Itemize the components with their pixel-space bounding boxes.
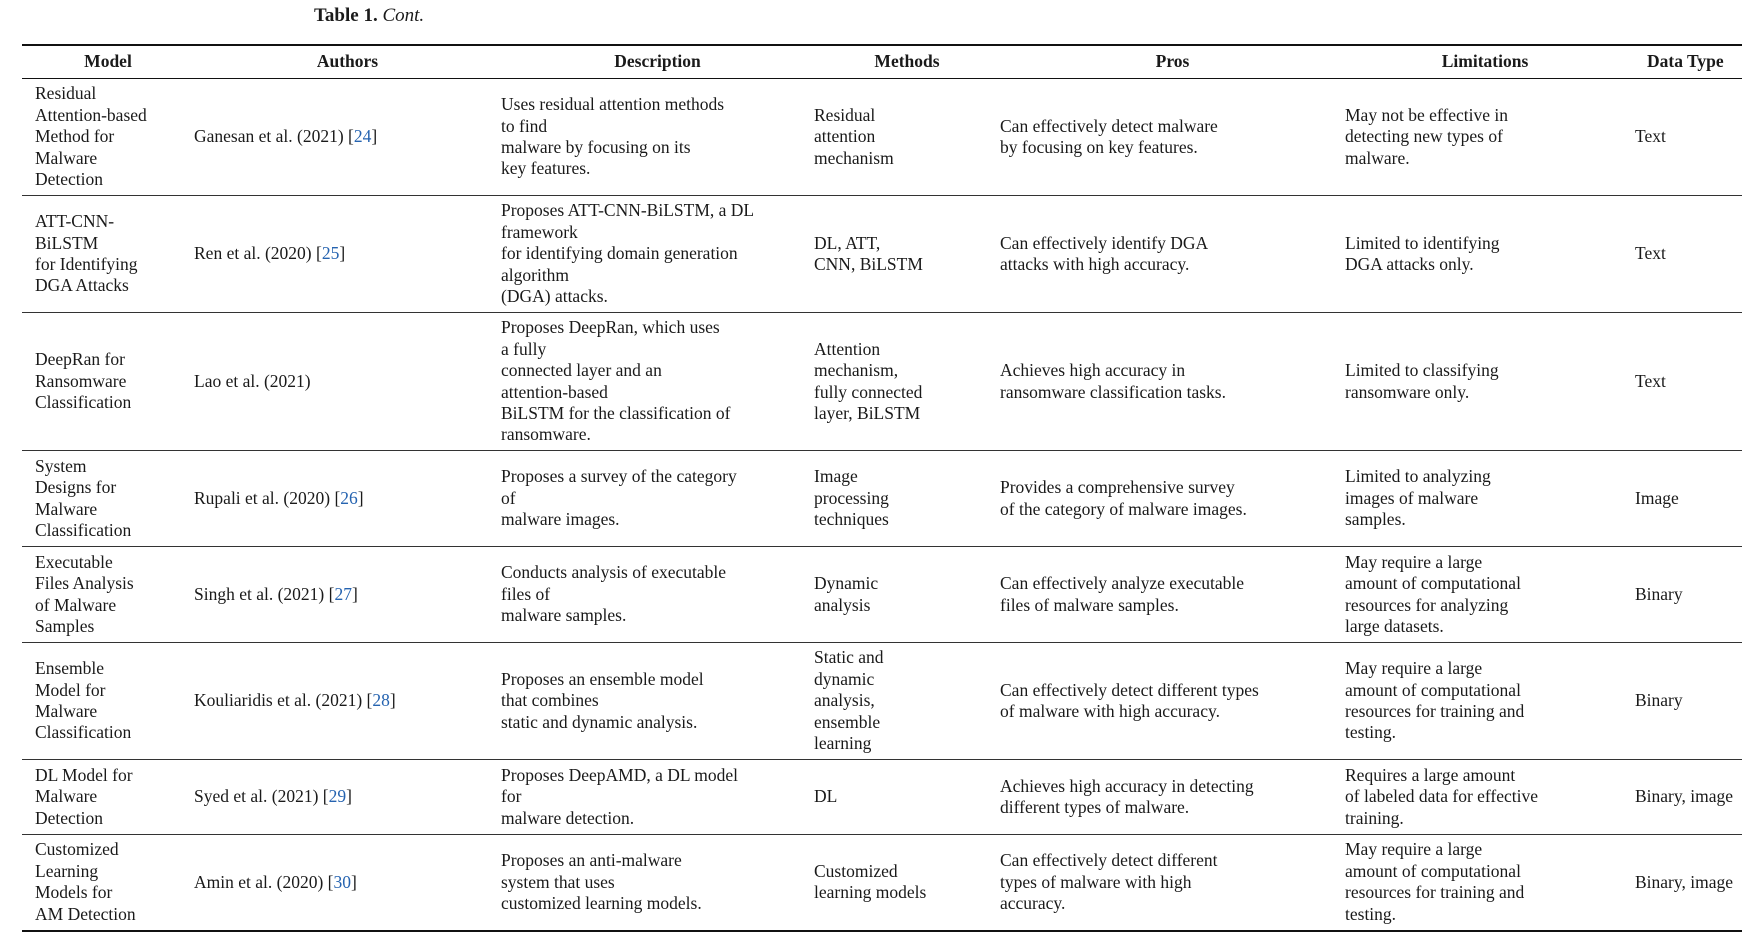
model-cell-line: Files Analysis [35, 573, 134, 594]
pros-cell-line: ransomware classification tasks. [1000, 381, 1226, 402]
description-cell-line: connected layer and an [501, 360, 662, 381]
model-cell-line: Samples [35, 615, 95, 636]
methods-cell-line: DL, ATT, [814, 232, 881, 253]
data-type-cell: Text [1635, 243, 1666, 264]
description-cell-line: Proposes an ensemble model [501, 668, 704, 689]
limitations-cell [1345, 451, 1625, 547]
description-cell-line: malware by focusing on its [501, 137, 691, 157]
header-description: Description [614, 51, 701, 72]
author-bracket: ] [350, 871, 357, 892]
methods-cell [814, 79, 1000, 196]
pros-cell-line: types of malware with high [1000, 871, 1192, 892]
pros-cell-line: different types of malware. [1000, 797, 1190, 817]
model-cell-line: System [35, 455, 87, 476]
description-cell-line: framework [501, 221, 578, 242]
description-cell [501, 313, 814, 451]
pros-cell-line: of malware with high accuracy. [1000, 701, 1220, 721]
model-cell [22, 643, 194, 760]
limitations-cell-line: Limited to classifying [1345, 360, 1499, 381]
data-type-cell: Image [1635, 487, 1679, 508]
methods-cell-line: Dynamic [814, 573, 879, 594]
table-row [22, 760, 1742, 835]
methods-cell-line: analysis [814, 594, 871, 615]
reference-link[interactable]: 26 [340, 487, 358, 508]
methods-cell-line: mechanism, [814, 360, 899, 381]
data-type-cell: Text [1635, 126, 1666, 147]
authors-cell [194, 451, 501, 547]
author-text: Ren et al. (2020) [ [194, 243, 322, 264]
authors-cell [194, 196, 501, 313]
description-cell-line: key features. [501, 158, 591, 179]
model-cell [22, 79, 194, 196]
limitations-cell-line: DGA attacks only. [1345, 254, 1474, 274]
description-cell-line: customized learning models. [501, 892, 702, 913]
pros-cell-line: by focusing on key features. [1000, 137, 1198, 157]
description-cell-line: Proposes a survey of the category [501, 466, 737, 487]
model-cell-line: Detection [35, 169, 104, 190]
methods-cell [814, 547, 1000, 643]
limitations-cell-line: of labeled data for effective [1345, 786, 1539, 807]
limitations-cell-line: resources for training and [1345, 882, 1525, 903]
authors-cell [194, 79, 501, 196]
methods-cell-line: fully connected [814, 381, 923, 402]
limitations-cell-line: resources for analyzing [1345, 594, 1509, 615]
limitations-cell-line: ransomware only. [1345, 381, 1470, 402]
pros-cell-line: Can effectively analyze executable [1000, 573, 1245, 594]
author-bracket: ] [357, 487, 364, 508]
model-cell-line: Customized [35, 839, 119, 860]
methods-cell-line: processing [814, 487, 889, 508]
limitations-cell [1345, 547, 1625, 643]
table-body [22, 79, 1742, 931]
model-cell-line: DGA Attacks [35, 275, 129, 296]
limitations-cell-line: Requires a large amount [1345, 764, 1516, 785]
limitations-cell-line: May require a large [1345, 658, 1483, 679]
methods-cell-line: techniques [814, 509, 889, 530]
description-cell-line: ransomware. [501, 424, 591, 445]
header-limitations: Limitations [1441, 51, 1529, 72]
pros-cell-line: of the category of malware images. [1000, 498, 1247, 519]
pros-cell-line: Can effectively detect different [1000, 850, 1218, 871]
methods-cell [814, 196, 1000, 313]
description-cell [501, 547, 814, 643]
description-cell-line: static and dynamic analysis. [501, 711, 698, 732]
limitations-cell-line: May require a large [1345, 551, 1483, 572]
description-cell-line: of [501, 487, 516, 508]
data-type-cell: Binary, image [1635, 786, 1734, 807]
authors-cell [194, 313, 501, 451]
model-cell [22, 760, 194, 835]
model-cell-line: Detection [35, 807, 104, 828]
table-row [22, 547, 1742, 643]
pros-cell [1000, 313, 1345, 451]
authors-cell [194, 835, 501, 931]
description-cell-line: algorithm [501, 264, 570, 285]
author-text: Amin et al. (2020) [ [194, 871, 334, 892]
model-cell-line: AM Detection [35, 903, 136, 924]
pros-cell-line: Can effectively identify DGA [1000, 232, 1209, 253]
description-cell-line: malware samples. [501, 605, 627, 626]
table-row [22, 835, 1742, 931]
methods-cell-line: learning [814, 733, 872, 754]
limitations-cell-line: amount of computational [1345, 573, 1521, 594]
model-cell-line: of Malware [35, 594, 117, 615]
reference-link[interactable]: 27 [334, 583, 352, 604]
limitations-cell-line: detecting new types of [1345, 126, 1503, 147]
description-cell [501, 643, 814, 760]
model-cell-line: Ensemble [35, 658, 105, 679]
authors-cell [194, 760, 501, 835]
model-cell-line: Designs for [35, 477, 117, 498]
caption-cont: Cont. [382, 5, 425, 26]
pros-cell-line: Achieves high accuracy in [1000, 360, 1186, 381]
reference-link[interactable]: 28 [372, 690, 390, 711]
model-cell [22, 313, 194, 451]
description-cell [501, 835, 814, 931]
methods-cell-line: attention [814, 126, 876, 147]
methods-cell-line: mechanism [814, 147, 894, 168]
author-text: Syed et al. (2021) [ [194, 786, 329, 807]
description-cell-line: for identifying domain generation [501, 243, 738, 264]
limitations-cell-line: malware. [1345, 147, 1410, 168]
model-cell-line: Attention-based [35, 104, 147, 125]
model-cell [22, 451, 194, 547]
survey-table [22, 44, 1742, 932]
methods-cell [814, 643, 1000, 760]
description-cell-line: Proposes DeepAMD, a DL model [501, 764, 739, 785]
pros-cell [1000, 451, 1345, 547]
model-cell-line: DL Model for [35, 764, 133, 785]
pros-cell [1000, 196, 1345, 313]
model-cell [22, 547, 194, 643]
data-type-cell: Binary [1635, 583, 1683, 604]
limitations-cell [1345, 313, 1625, 451]
description-cell-line: Conducts analysis of executable [501, 562, 727, 583]
pros-cell-line: Can effectively detect malware [1000, 115, 1218, 136]
description-cell [501, 760, 814, 835]
header-data-type: Data Type [1647, 51, 1724, 72]
pros-cell-line: attacks with high accuracy. [1000, 254, 1190, 274]
description-cell-line: attention-based [501, 381, 608, 402]
pros-cell [1000, 643, 1345, 760]
model-cell-line: Learning [35, 860, 99, 881]
description-cell-line: BiLSTM for the classification of [501, 402, 731, 423]
model-cell [22, 835, 194, 931]
description-cell-line: malware detection. [501, 807, 635, 828]
methods-cell-line: CNN, BiLSTM [814, 254, 923, 274]
table-row [22, 313, 1742, 451]
methods-cell-line: analysis, [814, 690, 875, 711]
limitations-cell-line: May not be effective in [1345, 104, 1508, 125]
limitations-cell-line: resources for training and [1345, 701, 1525, 721]
header-methods: Methods [874, 51, 940, 72]
header-authors: Authors [316, 51, 379, 72]
author-bracket: ] [351, 583, 358, 604]
methods-cell [814, 451, 1000, 547]
description-cell-line: (DGA) attacks. [501, 286, 608, 307]
header-pros: Pros [1155, 51, 1190, 72]
table-caption [314, 4, 424, 28]
model-cell-line: Classification [35, 519, 132, 540]
limitations-cell-line: training. [1345, 807, 1404, 828]
pros-cell [1000, 79, 1345, 196]
pros-cell-line: files of malware samples. [1000, 594, 1179, 615]
table-row [22, 196, 1742, 313]
limitations-cell-line: Limited to identifying [1345, 232, 1500, 253]
table-row [22, 643, 1742, 760]
model-cell-line: BiLSTM [35, 232, 99, 253]
author-bracket: ] [389, 690, 396, 711]
author-text: Singh et al. (2021) [ [194, 583, 335, 604]
methods-cell [814, 760, 1000, 835]
description-cell-line: Uses residual attention methods [501, 94, 725, 115]
methods-cell-line: DL [814, 786, 838, 807]
methods-cell [814, 313, 1000, 451]
author-bracket: ] [339, 243, 346, 264]
limitations-cell-line: samples. [1345, 509, 1406, 530]
limitations-cell-line: testing. [1345, 722, 1397, 743]
limitations-cell [1345, 760, 1625, 835]
model-cell-line: ATT-CNN- [35, 211, 115, 232]
model-cell-line: Malware [35, 786, 98, 807]
description-cell-line: Proposes an anti-malware [501, 850, 682, 871]
reference-link[interactable]: 25 [321, 243, 340, 264]
pros-cell-line: Achieves high accuracy in detecting [1000, 775, 1254, 796]
methods-cell-line: Customized [814, 860, 898, 881]
description-cell [501, 196, 814, 313]
reference-link[interactable]: 30 [333, 871, 351, 892]
description-cell-line: that combines [501, 690, 599, 711]
methods-cell-line: layer, BiLSTM [814, 402, 921, 423]
pros-cell [1000, 760, 1345, 835]
methods-cell-line: Residual [814, 104, 876, 125]
data-type-cell: Text [1635, 370, 1666, 391]
methods-cell-line: Image [814, 466, 858, 487]
limitations-cell-line: amount of computational [1345, 679, 1521, 700]
methods-cell-line: ensemble [814, 711, 881, 732]
methods-cell [814, 835, 1000, 931]
description-cell-line: Proposes ATT-CNN-BiLSTM, a DL [501, 200, 755, 221]
description-cell-line: for [501, 786, 522, 807]
authors-cell [194, 643, 501, 760]
pros-cell-line: accuracy. [1000, 892, 1066, 913]
model-cell-line: DeepRan for [35, 349, 125, 370]
description-cell-line: Proposes DeepRan, which uses [501, 317, 720, 338]
description-cell-line: a fully [501, 338, 547, 359]
table-row [22, 79, 1742, 196]
model-cell-line: Classification [35, 392, 132, 413]
limitations-cell [1345, 835, 1625, 931]
methods-cell-line: dynamic [814, 668, 875, 689]
model-cell-line: Ransomware [35, 370, 127, 391]
model-cell-line: Classification [35, 722, 132, 743]
limitations-cell-line: testing. [1345, 903, 1397, 924]
caption-label: Table 1. [314, 5, 378, 26]
model-cell-line: Models for [35, 882, 113, 903]
limitations-cell [1345, 643, 1625, 760]
pros-cell-line: Can effectively detect different types [1000, 679, 1259, 700]
model-cell-line: Malware [35, 498, 98, 519]
limitations-cell-line: images of malware [1345, 487, 1479, 508]
author-text: Lao et al. (2021) [194, 370, 311, 391]
methods-cell-line: Static and [814, 647, 884, 668]
pros-cell [1000, 835, 1345, 931]
limitations-cell-line: Limited to analyzing [1345, 466, 1491, 487]
model-cell-line: Malware [35, 147, 98, 168]
header-model: Model [84, 51, 132, 72]
reference-link[interactable]: 24 [353, 126, 372, 147]
model-cell [22, 196, 194, 313]
pros-cell [1000, 547, 1345, 643]
authors-cell [194, 547, 501, 643]
limitations-cell [1345, 79, 1625, 196]
author-text: Rupali et al. (2020) [ [194, 487, 341, 508]
model-cell-line: Malware [35, 701, 98, 721]
description-cell-line: files of [501, 583, 551, 604]
pros-cell-line: Provides a comprehensive survey [1000, 477, 1235, 498]
model-cell-line: Method for [35, 126, 115, 147]
methods-cell-line: learning models [814, 882, 927, 903]
description-cell-line: system that uses [501, 871, 615, 892]
limitations-cell [1345, 196, 1625, 313]
data-type-cell: Binary [1635, 690, 1683, 711]
description-cell [501, 79, 814, 196]
model-cell-line: Model for [35, 679, 106, 700]
limitations-cell-line: large datasets. [1345, 615, 1444, 636]
author-text: Kouliaridis et al. (2021) [ [194, 690, 373, 711]
methods-cell-line: Attention [814, 338, 881, 359]
description-cell [501, 451, 814, 547]
limitations-cell-line: May require a large [1345, 839, 1483, 860]
model-cell-line: Executable [35, 551, 113, 572]
reference-link[interactable]: 29 [328, 786, 347, 807]
data-type-cell: Binary, image [1635, 871, 1734, 892]
description-cell-line: malware images. [501, 509, 620, 530]
limitations-cell-line: amount of computational [1345, 860, 1521, 881]
author-bracket: ] [371, 126, 378, 147]
model-cell-line: Residual [35, 83, 97, 104]
table-header-row [22, 45, 1742, 79]
author-text: Ganesan et al. (2021) [ [194, 126, 354, 147]
description-cell-line: to find [501, 115, 548, 136]
table-row [22, 451, 1742, 547]
model-cell-line: for Identifying [35, 254, 138, 274]
author-bracket: ] [346, 786, 352, 807]
